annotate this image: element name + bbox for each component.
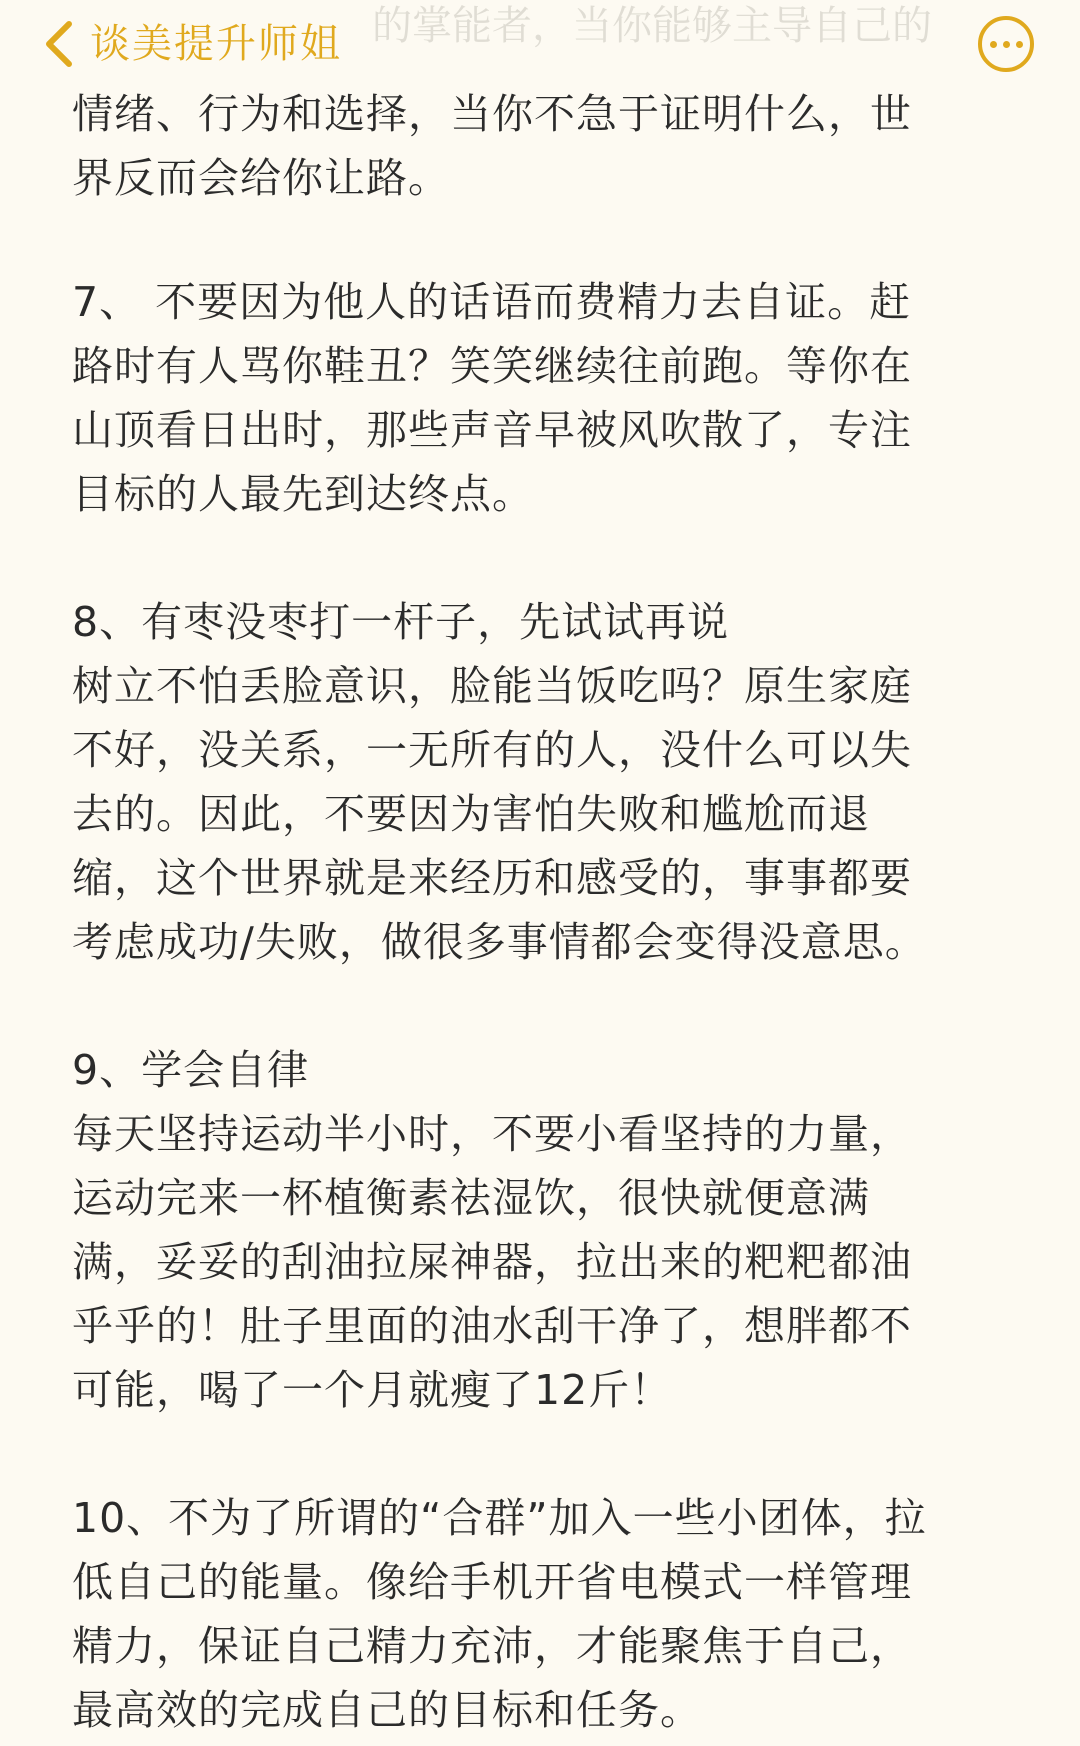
text-line: 满，妥妥的刮油拉屎神器，拉出来的粑粑都油 [72, 1238, 912, 1286]
chevron-left-icon [41, 20, 75, 68]
text-line: 低自己的能量。像给手机开省电模式一样管理 [72, 1558, 912, 1606]
text-line: 10、不为了所谓的“合群”加入一些小团体，拉 [72, 1494, 927, 1542]
text-line: 不好，没关系，一无所有的人，没什么可以失 [72, 726, 912, 774]
text-line: 8、有枣没枣打一杆子，先试试再说 [72, 598, 730, 646]
text-line: 精力，保证自己精力充沛，才能聚焦于自己， [72, 1622, 912, 1670]
paragraph-intro-tail [72, 82, 1002, 210]
text-line: 每天坚持运动半小时，不要小看坚持的力量， [72, 1110, 912, 1158]
paragraph-item-8 [72, 590, 1002, 974]
text-line: 情绪、行为和选择，当你不急于证明什么，世 [72, 90, 912, 138]
text-line: 树立不怕丢脸意识，脸能当饭吃吗？原生家庭 [72, 662, 912, 710]
more-dots-icon [990, 41, 997, 48]
text-line: 山顶看日出时，那些声音早被风吹散了，专注 [72, 406, 912, 454]
paragraph-item-9 [72, 1038, 1002, 1422]
text-line: 界反而会给你让路。 [72, 154, 450, 202]
text-line: 乎乎的！肚子里面的油水刮干净了，想胖都不 [72, 1302, 912, 1350]
text-line: 9、学会自律 [72, 1046, 310, 1094]
text-line: 目标的人最先到达终点。 [72, 470, 534, 518]
more-button[interactable] [978, 16, 1034, 72]
more-dot [1003, 41, 1010, 48]
top-nav-bar [0, 0, 1080, 90]
text-line: 去的。因此，不要因为害怕失败和尴尬而退 [72, 790, 870, 838]
text-line: 最高效的完成自己的目标和任务。 [72, 1686, 702, 1734]
paragraph-item-10 [72, 1486, 1002, 1742]
text-line: 运动完来一杯植衡素祛湿饮，很快就便意满 [72, 1174, 870, 1222]
text-line: 路时有人骂你鞋丑？笑笑继续往前跑。等你在 [72, 342, 912, 390]
text-line: 考虑成功/失败，做很多事情都会变得没意思。 [72, 918, 927, 966]
paragraph-item-7 [72, 270, 1002, 526]
more-dot [1016, 41, 1023, 48]
text-line: 7、 不要因为他人的话语而费精力去自证。赶 [72, 278, 912, 326]
account-title[interactable]: 谈美提升师姐 [90, 21, 342, 67]
text-line: 可能，喝了一个月就瘦了12斤！ [72, 1366, 673, 1414]
scrolled-faded-text: 的掌能者，当你能够主导自己的 [372, 3, 932, 49]
back-button[interactable] [28, 12, 88, 76]
text-line: 缩，这个世界就是来经历和感受的，事事都要 [72, 854, 912, 902]
